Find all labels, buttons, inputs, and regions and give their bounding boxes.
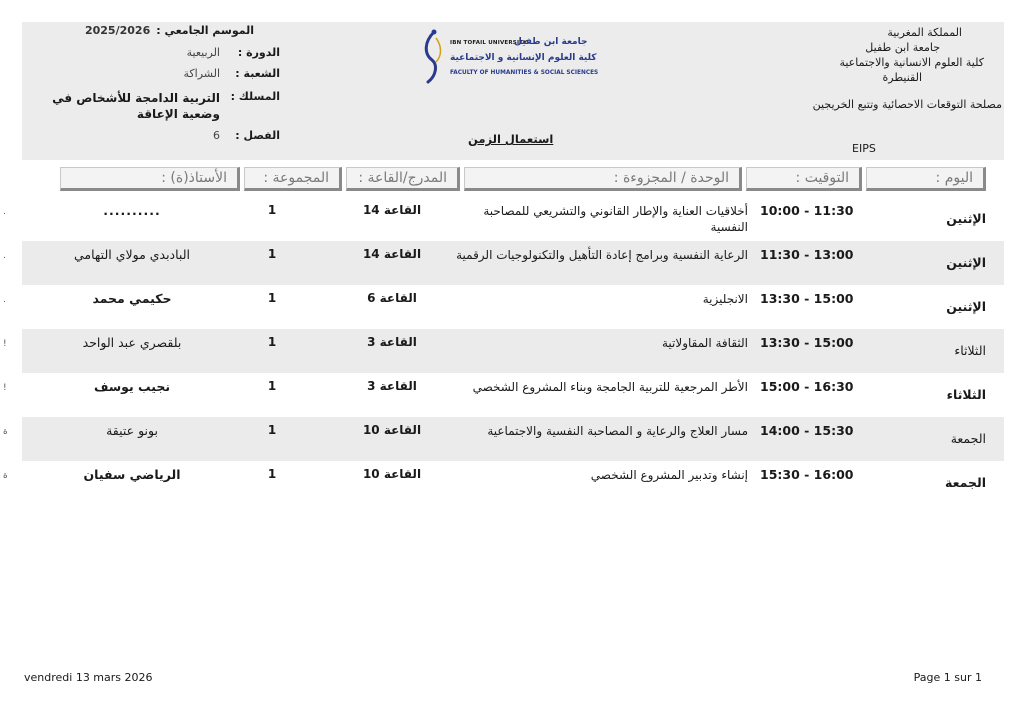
row-day: الإثنين [946, 255, 986, 270]
row-day: الجمعة [950, 431, 986, 446]
row-time: 15:00 - 16:30 [760, 379, 854, 394]
season-row [34, 24, 254, 37]
row-time: 14:00 - 15:30 [760, 423, 854, 438]
semester-label: الفصل : [235, 129, 280, 142]
row-module: أخلاقيات العناية والإطار القانوني والتشريعي للمصاحبة النفسية [483, 204, 748, 234]
season-value: 2025/2026 [84, 24, 151, 37]
row-module: الانجليزية [702, 292, 748, 306]
kingdom-text: المملكة المغربية [887, 26, 962, 39]
row-day: الإثنين [946, 211, 986, 226]
column-header-room: المدرج/القاعة : [346, 167, 460, 191]
semester-row [34, 129, 280, 142]
row-room: القاعة 6 [367, 291, 417, 305]
row-room: القاعة 10 [362, 467, 422, 481]
service-text: مصلحة التوقعات الاحصائية وتتبع الخريجين [812, 98, 1002, 111]
table-row [3, 329, 1004, 373]
row-group: 1 [267, 423, 277, 437]
row-day: الثلاثاء [954, 343, 986, 358]
row-professor: الرياضي سفيان [83, 467, 181, 482]
semester-value: 6 [213, 129, 220, 142]
row-module: الرعاية النفسية وبرامج إعادة التأهيل والتكنولوجيات الرقمية [456, 248, 748, 262]
row-time: 13:30 - 15:00 [760, 291, 854, 306]
faculty-text: كلية العلوم الانسانية والاجتماعية [839, 56, 984, 69]
table-row [3, 285, 1004, 329]
service-code: EIPS [852, 142, 876, 155]
table-row [3, 461, 1004, 505]
session-value: الربيعية [186, 46, 220, 59]
university-logo [420, 28, 599, 86]
row-room: القاعة 14 [362, 203, 422, 217]
row-room: القاعة 3 [367, 335, 417, 349]
branch-label: الشعبة : [235, 67, 280, 80]
row-time: 13:30 - 15:00 [760, 335, 854, 350]
row-room: القاعة 3 [367, 379, 417, 393]
table-row [3, 197, 1004, 241]
university-text: جامعة ابن طفيل [865, 41, 940, 54]
table-row [3, 373, 1004, 417]
edge-mark: ! [3, 339, 7, 349]
schedule-title: استعمال الزمن [468, 132, 554, 146]
row-day: الإثنين [946, 299, 986, 314]
session-row [34, 46, 280, 59]
edge-mark: . [3, 295, 6, 305]
logo-university-ar: جامعة ابن طفيل [514, 37, 588, 47]
table-row [3, 241, 1004, 285]
print-date: vendredi 13 mars 2026 [24, 671, 153, 684]
branch-row [34, 67, 280, 80]
city-text: القنيطرة [882, 71, 922, 84]
row-time: 11:30 - 13:00 [760, 247, 854, 262]
row-professor: نجيب يوسف [93, 379, 171, 394]
table-header [0, 167, 1024, 193]
logo-emblem-icon [420, 28, 446, 86]
row-time: 15:30 - 16:00 [760, 467, 854, 482]
row-day: الثلاثاء [946, 387, 986, 402]
row-room: القاعة 14 [362, 247, 422, 261]
row-module: مسار العلاج والرعاية و المصاحبة النفسية والاجتماعية [487, 424, 748, 438]
table-row [3, 417, 1004, 461]
column-header-group: المجموعة : [244, 167, 342, 191]
row-group: 1 [267, 291, 277, 305]
column-header-time: التوقيت : [746, 167, 862, 191]
track-value: التربية الدامجة للأشخاص في وضعية الإعاقة [52, 91, 220, 121]
track-row [12, 90, 280, 122]
row-professor: البادبدي مولاي التهامي [73, 247, 190, 262]
column-header-module: الوحدة / المجزوءة : [464, 167, 742, 191]
edge-mark: ة [3, 427, 8, 437]
row-module: إنشاء وتدبير المشروع الشخصي [590, 468, 748, 482]
row-group: 1 [267, 335, 277, 349]
row-room: القاعة 10 [362, 423, 422, 437]
logo-faculty-ar: كلية العلوم الإنسانية و الاجتماعية [450, 53, 597, 63]
institution-block [702, 25, 1002, 112]
logo-university-en: IBN TOFAIL UNIVERSITY [450, 40, 528, 46]
row-module: الأطر المرجعية للتربية الجامجة وبناء المشروع الشخصي [472, 380, 748, 394]
row-professor: بونو عتيقة [106, 423, 158, 438]
edge-mark: . [3, 207, 6, 217]
branch-value: الشراكة [183, 67, 220, 80]
row-professor: بلقصري عبد الواحد [82, 335, 182, 350]
row-professor: حكيمي محمد [92, 291, 172, 306]
edge-mark: . [3, 251, 6, 261]
page-number: Page 1 sur 1 [913, 671, 982, 684]
row-time: 10:00 - 11:30 [760, 203, 854, 218]
row-group: 1 [267, 467, 277, 481]
row-group: 1 [267, 203, 277, 217]
column-header-day: اليوم : [866, 167, 986, 191]
row-professor: .......... [103, 203, 161, 218]
season-label: الموسم الجامعي : [156, 24, 254, 37]
edge-mark: ! [3, 383, 7, 393]
logo-faculty-en: FACULTY OF HUMANITIES & SOCIAL SCIENCES [450, 70, 599, 76]
row-day: الجمعة [944, 475, 986, 490]
edge-mark: ة [3, 471, 8, 481]
column-header-professor: الأستاذ(ة) : [60, 167, 240, 191]
row-group: 1 [267, 247, 277, 261]
track-label: المسلك : [230, 90, 280, 103]
row-module: الثقافة المقاولاتية [661, 336, 748, 350]
row-group: 1 [267, 379, 277, 393]
session-label: الدورة : [237, 46, 280, 59]
